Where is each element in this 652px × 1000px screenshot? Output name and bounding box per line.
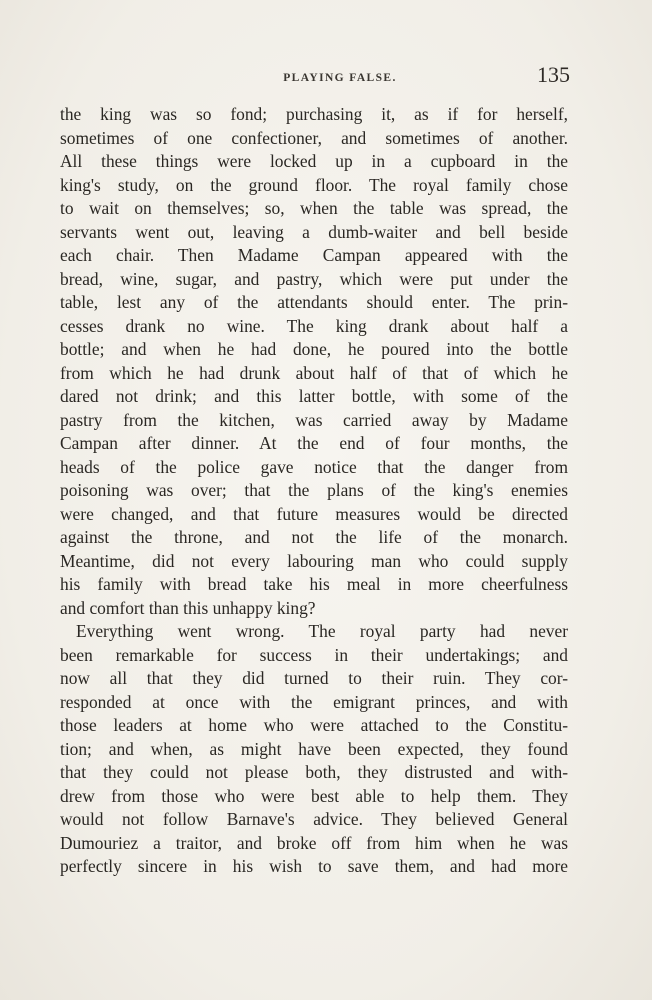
text-line: servants went out, leaving a dumb-waiter and bell beside [60,221,568,242]
text-line: sometimes of one confectioner, and sometimes of another. [60,127,568,148]
page-number: 135 [537,62,570,87]
text-line: against the throne, and not the life of the monarch. [60,527,568,547]
text-line: responded at once with the emigrant princes, and with [60,691,568,712]
body-text [60,103,568,879]
text-line: and comfort than this unhappy king? [60,597,316,618]
text-line: Dumouriez a traitor, and broke off from him when he was [60,832,568,853]
text-line: king's study, on the ground floor. The royal family chose [60,174,568,195]
text-line: that they could not please both, they distrusted and with- [60,762,568,782]
text-line: cesses drank no wine. The king drank about half a [60,315,568,336]
text-line: the king was so fond; purchasing it, as if for herself, [60,104,568,124]
text-line: poisoning was over; that the plans of the king's enemies [60,480,568,500]
running-head [60,60,570,94]
text-line: heads of the police gave notice that the danger from [60,456,568,477]
text-line: table, lest any of the attendants should enter. The prin- [60,292,568,312]
text-line: been remarkable for success in their undertakings; and [60,644,568,665]
text-line: dared not drink; and this latter bottle, with some of the [60,386,568,406]
text-line: would not follow Barnave's advice. They believed General [60,809,568,829]
text-line: Campan after dinner. At the end of four months, the [60,433,568,453]
text-line: were changed, and that future measures would be directed [60,503,568,524]
text-line: tion; and when, as might have been expected, they found [60,738,568,759]
text-line: pastry from the kitchen, was carried away by Madame [60,409,568,430]
text-line: his family with bread take his meal in more cheerfulness [60,574,568,594]
text-line: now all that they did turned to their ruin. They cor- [60,668,568,688]
text-line: perfectly sincere in his wish to save them, and had more [60,856,568,876]
text-line: bread, wine, sugar, and pastry, which were put under the [60,268,568,289]
text-line: from which he had drunk about half of that of which he [60,362,568,383]
text-line: drew from those who were best able to help them. They [60,785,568,806]
text-line: to wait on themselves; so, when the table was spread, the [60,198,568,218]
text-line: Meantime, did not every labouring man who could supply [60,550,568,571]
running-title: PLAYING FALSE. [283,72,397,84]
text-line: those leaders at home who were attached to the Constitu- [60,715,568,735]
text-line: each chair. Then Madame Campan appeared with the [60,245,568,265]
text-line: bottle; and when he had done, he poured into the bottle [60,339,568,359]
text-line: All these things were locked up in a cupboard in the [60,151,568,171]
text-line: Everything went wrong. The royal party had never [76,621,568,641]
